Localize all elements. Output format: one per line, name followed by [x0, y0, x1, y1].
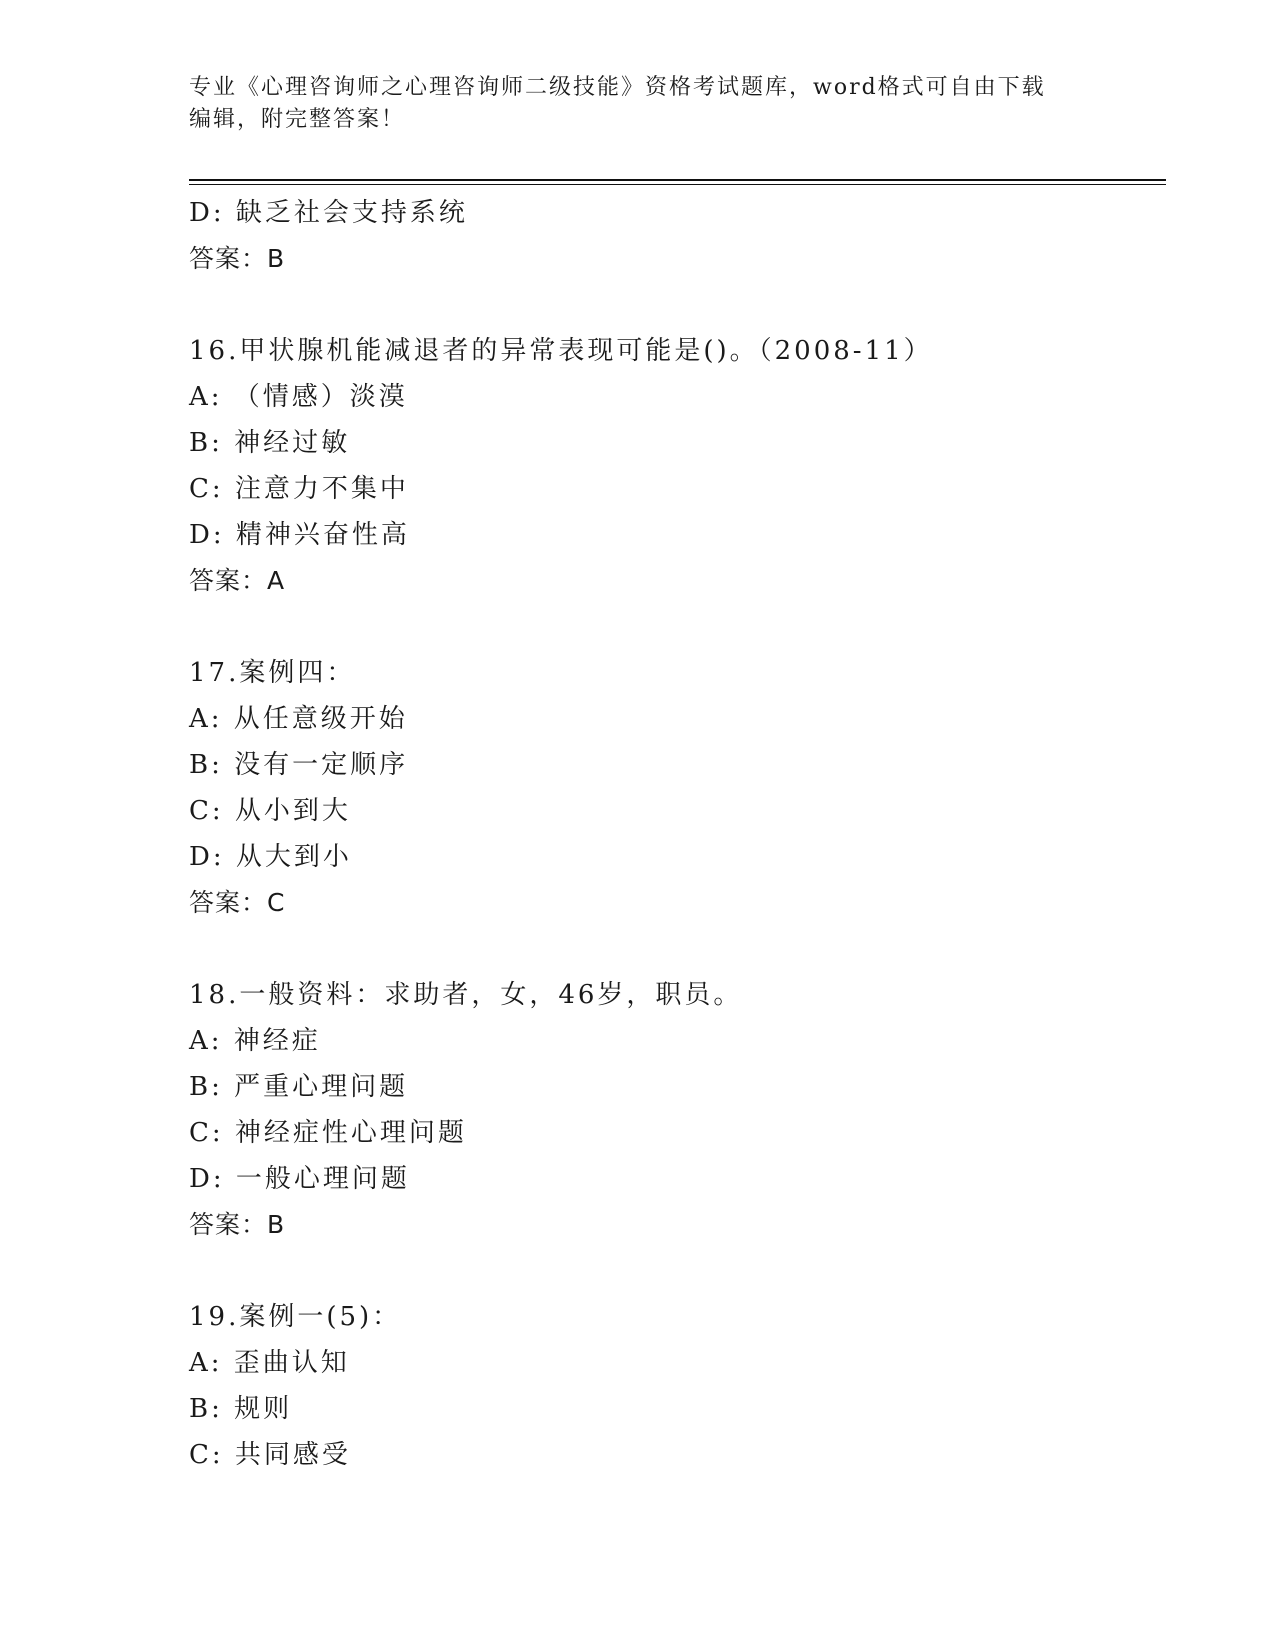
spacer	[189, 1248, 1149, 1294]
question-stem: 19.案例一(5)：	[189, 1302, 402, 1332]
option-d: D: 从大到小	[189, 842, 352, 872]
option-c: C: 从小到大	[189, 796, 351, 826]
question-18	[189, 972, 1149, 1248]
answer: 答案：B	[189, 1210, 286, 1239]
header-line-2: 编辑，附完整答案！	[189, 107, 406, 132]
question-stem: 17.案例四：	[189, 658, 356, 688]
option-c: C: 共同感受	[189, 1440, 351, 1470]
question-19	[189, 1294, 1149, 1478]
header-line-1: 专业《心理咨询师之心理咨询师二级技能》资格考试题库，word格式可自由下载	[189, 75, 1046, 100]
option-a: A: 神经症	[189, 1026, 321, 1056]
option-b: B: 没有一定顺序	[189, 750, 409, 780]
question-list	[189, 190, 1149, 1478]
header-rule-thick	[189, 179, 1166, 181]
question-stem: 18.一般资料：求助者，女，46岁，职员。	[189, 980, 743, 1010]
option-c: C: 注意力不集中	[189, 474, 409, 504]
option-d: D: 精神兴奋性高	[189, 520, 410, 550]
option-b: B: 规则	[189, 1394, 293, 1424]
option-b: B: 严重心理问题	[189, 1072, 409, 1102]
header-rule-thin	[189, 184, 1166, 185]
option-a: A: 从任意级开始	[189, 704, 408, 734]
document-header	[189, 72, 1089, 136]
answer: 答案：A	[189, 566, 286, 595]
answer: 答案：C	[189, 888, 286, 917]
question-17	[189, 650, 1149, 926]
option-c: C: 神经症性心理问题	[189, 1118, 467, 1148]
option-d: D: 一般心理问题	[189, 1164, 410, 1194]
question-16	[189, 328, 1149, 604]
option-b: B: 神经过敏	[189, 428, 351, 458]
spacer	[189, 926, 1149, 972]
question-stem: 16.甲状腺机能减退者的异常表现可能是()。（2008-11）	[189, 336, 933, 366]
option-a: A: （情感）淡漠	[189, 382, 408, 412]
prev-option-d: D: 缺乏社会支持系统	[189, 198, 468, 228]
spacer	[189, 282, 1149, 328]
spacer	[189, 604, 1149, 650]
option-a: A: 歪曲认知	[189, 1348, 350, 1378]
prev-answer: 答案：B	[189, 244, 286, 273]
